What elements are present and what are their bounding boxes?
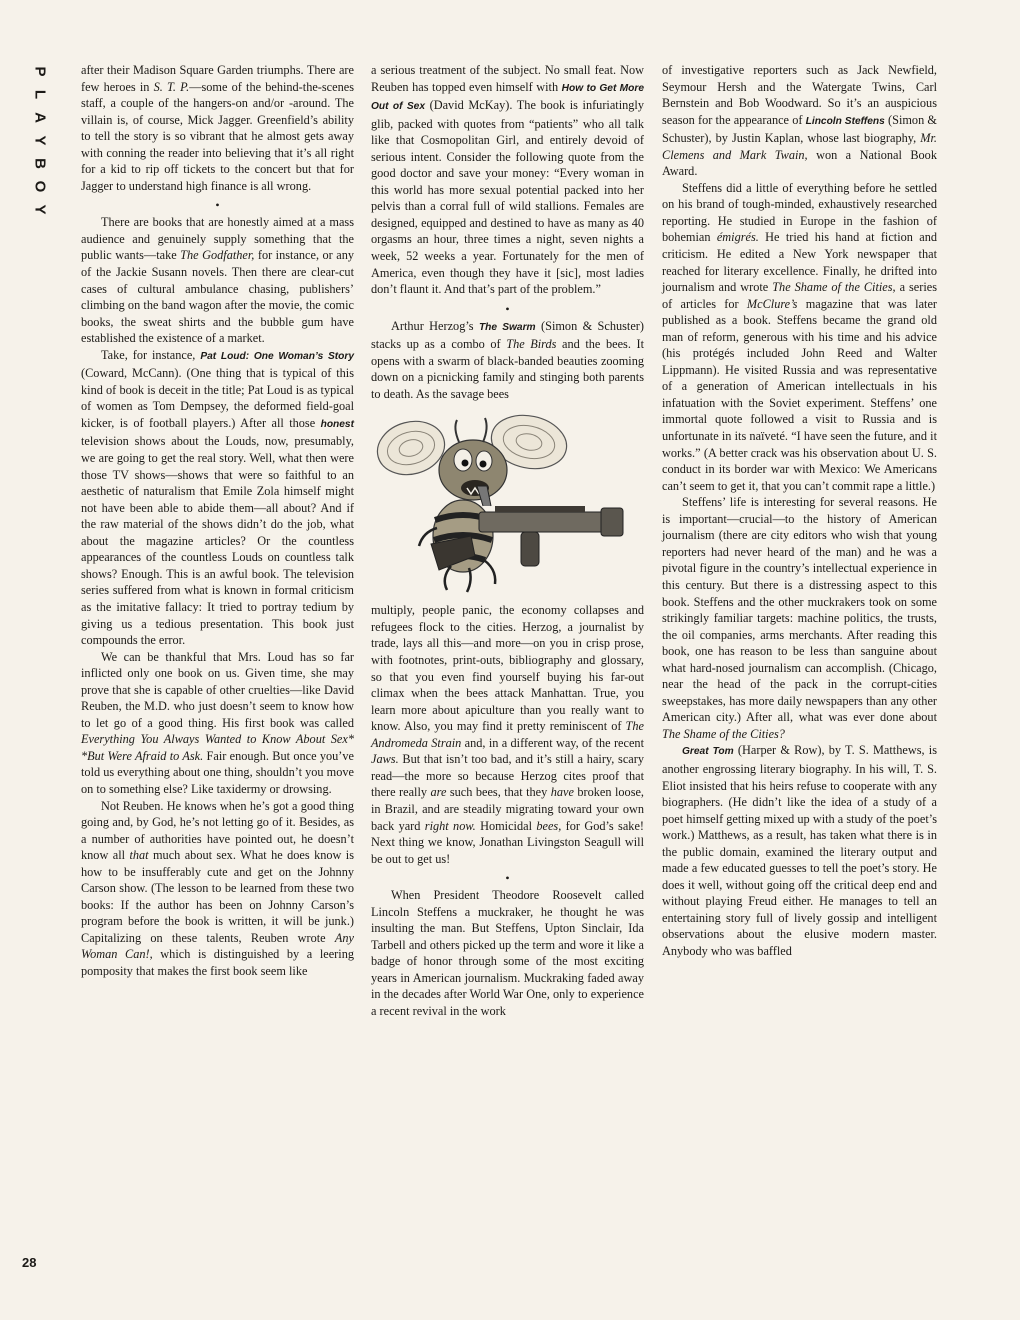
text-run: Steffens did a little of everything before he settled on his brand of tough-minded, exhaustively researched reporting. He studied in Europe in the fashion of bohemian	[662, 180, 937, 245]
text-run: of investigative reporters such as Jack Newfield, Seymour Hersh and the Watergate Twins, Carl Bernstein and Bob Woodward. So it’s an auspicious season for the appearance of	[662, 63, 937, 127]
text-run: a series of articles for	[662, 280, 937, 311]
book-title: Great Tom	[682, 746, 734, 758]
italic-title: Any Woman Can!,	[81, 930, 354, 962]
text-run: a serious treatment of the subject. No small feat. Now Reuben has topped even himself with	[371, 63, 644, 94]
text-run: When President Theodore Roosevelt called Lincoln Steffens a muckraker, he thought he was insulting the man. But Steffens, Upton Sinclair, Ida Tarbell and others picked up the term and wore it like a badge of honor through some of the most exciting years in American journalism. Muckraking faded away in the decades after World War One, only to experience a recent revival in the work	[371, 888, 644, 1018]
book-title: The Swarm	[478, 321, 536, 333]
section-break-bullet: •	[215, 198, 220, 213]
text-run: for instance, or any of the Jackie Susann novels. Then there are clear-cut cases of cultural ambulance chasing, publishers’ climbing on the band wagon after the movie, the comic books, the sweat shirts and the bubble gum have established the existence of a market.	[81, 248, 355, 346]
article-paragraph	[81, 347, 354, 649]
text-column-2	[371, 62, 644, 1020]
text-run: such bees, that they	[446, 785, 551, 800]
article-paragraph	[81, 62, 354, 194]
italic-title: Mr. Clemens and Mark Twain,	[662, 131, 937, 162]
text-run: (Simon & Schuster) stacks up as a combo of	[371, 318, 644, 352]
text-column-1	[81, 62, 354, 980]
text-run: and the bees. It opens with a swarm of black-banded beauties zooming down on a picnicking family and stinging both parents to death. As the savage bees	[371, 337, 644, 401]
masthead-letter: Y	[31, 135, 49, 146]
article-paragraph	[371, 318, 644, 403]
text-column-3	[662, 62, 937, 960]
book-title: How to Get More Out of Sex	[371, 82, 645, 113]
article-paragraph	[662, 742, 937, 959]
text-run: (Coward, McCann). (One thing that is typical of this kind of book is deceit in the title; Pat Loud is as typical of women as Tom Dempsey, the deformed field-goal kicker, is of football players.) After all those	[81, 366, 354, 430]
text-run: Homicidal	[475, 818, 537, 833]
article-paragraph	[662, 62, 937, 180]
article-paragraph	[662, 180, 937, 494]
text-run: But that isn’t too bad, and it’s still a hairy, scary read—the more so because Herzog cites proof that there really	[371, 752, 644, 800]
text-run: There are books that are honestly aimed at a mass audience and genuinely supply something that the public wants—take	[81, 215, 354, 263]
masthead-letter: B	[31, 158, 49, 169]
text-run: broken loose, in Brazil, and are steadily migrating toward your own back yard	[371, 785, 645, 833]
italic-title: The Andromeda Strain	[371, 719, 644, 750]
masthead-letter: L	[31, 89, 49, 100]
article-paragraph	[371, 887, 644, 1019]
masthead-letter: A	[31, 112, 49, 123]
book-title: Lincoln Steffens	[805, 115, 885, 127]
text-run: won a National Book Award.	[662, 147, 937, 179]
italic-title: right now.	[424, 818, 476, 833]
italic-title: émigrés.	[716, 230, 759, 245]
text-run: We can be thankful that Mrs. Loud has so far inflicted only one book on us. Given time, she may prove that she is capable of other cruelties—like David Reuben, the M.D. who just doesn’t seem to know how to let go of a good thing. His first book was called	[81, 649, 354, 730]
masthead-letter: P	[31, 66, 49, 77]
section-break-bullet: •	[505, 301, 510, 316]
text-run: (David McKay). The book is infuriatingly glib, packed with quotes from “patients” who all talk like that Cosmopolitan Girl, and entirely devoid of serious intent. Consider the following quote from the good doctor and save your money: “Every woman in this world has more sexual potential packed into her pelvis than a corral full of wild stallions. Females are designed, equipped and destined to have as many as 40 orgasms an hour, three times a night, seven nights a week, 52 weeks a year. Fortunately for the men of America, even though they have it [sic], most ladies don’t flaunt it. And that’s part of the problem.”	[371, 98, 644, 297]
text-run: Arthur Herzog’s	[391, 318, 479, 333]
text-run: multiply, people panic, the economy collapses and refugees flock to the cities. Herzog, a journalist by trade, lays all this—and more—on you in crisp prose, with footnotes, print-outs, bibliography and glossary, so that you even find yourself buying his far-out climax when the bees attack Manhattan. True, you learn more about apiculture than you really want to know. Also, you may find it pretty reminiscent of	[371, 603, 644, 734]
text-run: —some of the behind-the-scenes staff, a couple of the hangers-on and/or -around. The villain is, of course, Mick Jagger. Greenfield’s ability to tell the story is so vibrant that he almost gets away with conning the reader into believing that it’s all right for a kid to rip off tickets to the concert but that for Jagger to understand high finance is all wrong.	[81, 79, 354, 193]
text-run: (Simon & Schuster), by Justin Kaplan, whose last biography,	[662, 112, 937, 146]
magazine-masthead	[28, 60, 54, 221]
section-break-bullet: •	[505, 871, 510, 886]
italic-title: Jaws.	[371, 752, 399, 767]
text-run: after their Madison Square Garden triumphs. There are few heroes in	[81, 63, 354, 94]
masthead-letter: Y	[31, 204, 49, 215]
italic-title: that	[129, 848, 149, 863]
text-run: television shows about the Louds, now, presumably, we are going to get the real story. Well, what then were those TV shows—shows that were so faithful to an aesthetic of naturalism that Emile Zola himself might not have been able to abide them—all about? And if the raw material of the shows didn’t do the job, what about the magazine articles? Or the countless appearances of the countless Louds on countless talk shows? Enough. This is an awful book. The television series suffered from what is known in formal criticism as the imitative fallacy: It tried to portray tedium by giving us a tedious presentation. This book just compounds the error.	[81, 434, 354, 648]
italic-title: are	[430, 785, 447, 800]
text-run: Steffens’ life is interesting for several reasons. He is important—crucial—to the history of American journalism (there are city editors who wish that young reporters had never heard of the man) and he was a pivotal figure in the country’s intellectual experience in this century. But there is a distressing aspect to this book. Steffens and the other muckrakers took on some strikingly familiar targets: machine politics, the trusts, the oil companies, arms merchants. After reading this book, one has reason to be less than sanguine about what hard-nosed journalism can accomplish. (Chicago, near the head of the pack in the corrupt-cities sweepstakes, has more daily newspapers than any other American city.) After all, what was ever done about	[662, 495, 937, 725]
text-run: much about sex. What he does know is how to be insufferably cute and get on the Johnny Carson show. (The lesson to be learned from these two books: If the author has been on Johnny Carson’s program before the book is written, it will be junk.) Capitalizing on these talents, Reuben wrote	[81, 848, 355, 945]
text-run: Not Reuben. He knows when he’s got a good thing going and, by God, he’s not letting go of it. Besides, as a number of authorities have pointed out, he doesn’t know all	[81, 798, 354, 863]
article-paragraph	[81, 649, 354, 798]
article-paragraph	[81, 798, 354, 980]
italic-title: The Shame of the Cities?	[662, 726, 785, 741]
text-run: Fair enough. But once you’ve told us everything about one thing, shouldn’t you move on to something else? Like taxidermy or drowsing.	[81, 748, 354, 796]
article-paragraph	[371, 602, 644, 867]
italic-title: The Birds	[506, 337, 557, 352]
italic-title: The Shame of the Cities,	[772, 280, 896, 295]
text-run: which is distinguished by a leering pomposity that makes the first book seem like	[81, 947, 354, 978]
italic-title: The Godfather,	[180, 248, 255, 263]
book-title: Pat Loud: One Woman’s Story	[200, 350, 354, 362]
page-number: 28	[22, 1255, 37, 1270]
italic-title: S. T. P.	[153, 79, 190, 94]
text-run: (Harper & Row), by T. S. Matthews, is another engrossing literary biography. In his will, T. S. Eliot insisted that his heirs refuse to cooperate with any biographers. (He didn’t like the idea of a study of a poet himself getting mixed up with a study of the poet’s work.) Matthews, as a result, has taken what there is in the public domain, examined the literary output and made a few educated guesses to tell the poet’s story. He does it well, without going off the critical deep end and without playing Freud either. He manages to tell an entertaining story full of lively gossip and intelligent observations about the elusive modern master. Anybody who was baffled	[662, 743, 937, 958]
text-run: magazine that was later published as a book. Steffens became the grand old man of reform, generous with his time and his advice (his protégés included John Reed and Walter Lippmann). He visited Russia and was representative of a generation of American intellectuals in his infatuation with the Soviet experiment. Steffens’ one immortal quote followed a visit to Russia and is unfortunate in its naïveté. “I have seen the future, and it works.” (A better crack was his observation about U. S. conduct in its border war with Mexico: We Americans can’t seem to get it, that you can’t commit rape a little.)	[662, 296, 937, 493]
text-run: for God’s sake! Next thing we know, Jonathan Livingston Seagull will be out to get us!	[371, 818, 645, 866]
text-run: He tried his hand at fiction and criticism. He edited a New York newspaper that reached for literary excellence. Finally, he drifted into journalism and wrote	[662, 230, 937, 295]
article-paragraph	[81, 214, 354, 346]
italic-title: Everything You Always Wanted to Know About Sex* *But Were Afraid to Ask.	[81, 732, 354, 763]
italic-title: bees,	[536, 818, 562, 833]
italic-title: have	[550, 785, 574, 800]
book-title: honest	[320, 418, 354, 430]
article-paragraph	[662, 494, 937, 742]
column-2-bottom-text	[371, 602, 644, 1019]
bee-with-machine-gun-illustration	[371, 408, 644, 596]
column-2-top-text	[371, 62, 644, 402]
italic-title: McClure’s	[746, 296, 798, 311]
text-run: and, in a different way, of the recent	[461, 735, 644, 750]
text-run: Take, for instance,	[101, 347, 201, 362]
article-paragraph	[371, 62, 644, 298]
masthead-letter: O	[31, 180, 49, 193]
